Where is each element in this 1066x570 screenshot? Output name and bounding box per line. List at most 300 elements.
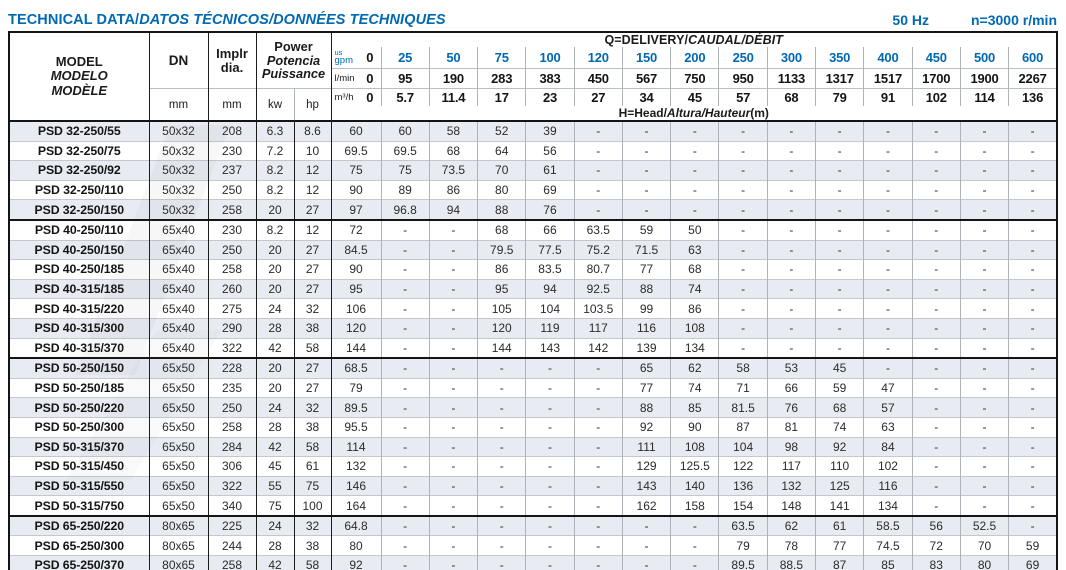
head-value-cell: - [671, 121, 719, 141]
head-value-cell: - [574, 437, 622, 457]
m3h-header-value: 34 [622, 89, 670, 107]
dn-cell: 65x40 [149, 318, 208, 338]
table-row [9, 318, 1057, 338]
head-value-cell: - [429, 496, 477, 516]
impeller-dia-cell: 290 [208, 318, 256, 338]
page-title-main: TECHNICAL DATA/ [8, 12, 140, 28]
head-value-cell: 122 [719, 457, 767, 477]
head-value-cell: 132 [767, 476, 815, 496]
kw-cell: 28 [256, 536, 294, 556]
head-value-cell: - [816, 200, 864, 220]
head-value-cell: - [671, 141, 719, 161]
head-value-cell: - [912, 338, 960, 358]
dn-cell: 65x40 [149, 240, 208, 260]
head-value-cell: - [671, 516, 719, 536]
head-value-cell: - [429, 417, 477, 437]
header-row-q-title [9, 32, 1057, 47]
kw-cell: 20 [256, 358, 294, 378]
head-value-cell: 77 [622, 260, 670, 280]
head-value-cell: 119 [526, 318, 574, 338]
table-row [9, 299, 1057, 319]
head-value-cell: 103.5 [574, 299, 622, 319]
head-value-cell: 52.5 [960, 516, 1008, 536]
lmin-header-value: 383 [526, 69, 574, 89]
head-value-cell: - [719, 299, 767, 319]
head-value-cell: - [526, 437, 574, 457]
head-value-cell: - [622, 180, 670, 200]
head-value-cell: - [381, 437, 429, 457]
hp-cell: 27 [294, 260, 331, 280]
hp-cell: 8.6 [294, 121, 331, 141]
head-value-cell: - [719, 338, 767, 358]
kw-cell: 20 [256, 279, 294, 299]
head-value-cell: - [960, 260, 1008, 280]
head-value-cell: - [574, 358, 622, 378]
hp-cell: 32 [294, 516, 331, 536]
lmin-header-value: 1317 [816, 69, 864, 89]
head-value-cell: 56 [526, 141, 574, 161]
head-value-cell: - [864, 338, 912, 358]
gpm-header-value: 500 [960, 47, 1008, 69]
head-value-cell: 108 [671, 437, 719, 457]
head-value-cell: 114 [331, 437, 381, 457]
impeller-dia-cell: 230 [208, 141, 256, 161]
head-value-cell: - [767, 161, 815, 181]
head-value-cell: - [960, 121, 1008, 141]
lmin-header-value: 450 [574, 69, 622, 89]
unit-cell-lmin [331, 69, 381, 89]
head-value-cell: 69.5 [331, 141, 381, 161]
head-value-cell: - [912, 260, 960, 280]
head-value-cell: - [429, 516, 477, 536]
head-value-cell: - [478, 358, 526, 378]
head-value-cell: 66 [767, 378, 815, 398]
model-cell: PSD 65-250/370 [9, 556, 149, 570]
head-value-cell: - [622, 516, 670, 536]
head-value-cell: - [864, 161, 912, 181]
m3h-header-value: 136 [1009, 89, 1057, 107]
head-value-cell: 86 [429, 180, 477, 200]
head-value-cell: - [429, 299, 477, 319]
hp-cell: 38 [294, 417, 331, 437]
head-value-cell: - [960, 220, 1008, 240]
dn-cell: 65x50 [149, 378, 208, 398]
impeller-dia-cell: 244 [208, 536, 256, 556]
gpm-header-value: 200 [671, 47, 719, 69]
dn-cell: 65x50 [149, 417, 208, 437]
head-value-cell: - [719, 220, 767, 240]
m3h-header-value: 11.4 [429, 89, 477, 107]
table-row [9, 417, 1057, 437]
speed-label: n=3000 r/min [971, 12, 1057, 28]
hp-cell: 27 [294, 279, 331, 299]
head-value-cell: - [912, 496, 960, 516]
lmin-header-value: 283 [478, 69, 526, 89]
model-cell: PSD 50-315/370 [9, 437, 149, 457]
top-bar [8, 4, 1058, 28]
head-value-cell: - [381, 299, 429, 319]
lmin-unit-label: l/min [334, 73, 355, 84]
head-value-cell: 134 [671, 338, 719, 358]
head-value-cell: - [381, 358, 429, 378]
head-value-cell: 162 [622, 496, 670, 516]
gpm-header-value: 150 [622, 47, 670, 69]
dn-cell: 65x50 [149, 457, 208, 477]
impeller-dia-cell: 250 [208, 180, 256, 200]
dn-cell: 80x65 [149, 516, 208, 536]
power-unit-hp: hp [294, 89, 331, 122]
head-value-cell: - [381, 556, 429, 570]
head-value-cell: - [574, 161, 622, 181]
head-value-cell: - [960, 240, 1008, 260]
header-row-m3h [9, 89, 1057, 107]
impeller-unit-mm: mm [208, 89, 256, 122]
dn-cell: 65x50 [149, 358, 208, 378]
head-value-cell: - [960, 398, 1008, 418]
model-cell: PSD 50-315/550 [9, 476, 149, 496]
head-value-cell: - [429, 358, 477, 378]
dn-cell: 65x40 [149, 279, 208, 299]
head-value-cell: 116 [622, 318, 670, 338]
head-value-cell: - [381, 220, 429, 240]
kw-cell: 24 [256, 516, 294, 536]
head-value-cell: 95.5 [331, 417, 381, 437]
head-value-cell: - [1009, 358, 1057, 378]
head-value-cell: - [864, 220, 912, 240]
head-value-cell: - [864, 318, 912, 338]
head-value-cell: 53 [767, 358, 815, 378]
model-cell: PSD 65-250/220 [9, 516, 149, 536]
model-cell: PSD 50-315/750 [9, 496, 149, 516]
head-value-cell: 105 [478, 299, 526, 319]
head-value-cell: - [864, 260, 912, 280]
head-value-cell: 45 [816, 358, 864, 378]
dn-cell: 50x32 [149, 141, 208, 161]
head-value-cell: - [864, 240, 912, 260]
head-value-cell: 63.5 [719, 516, 767, 536]
head-value-cell: - [719, 121, 767, 141]
m3h-zero-value: 0 [366, 90, 374, 105]
head-value-cell: 47 [864, 378, 912, 398]
head-value-cell: - [912, 121, 960, 141]
head-value-cell: - [1009, 516, 1057, 536]
table-row [9, 121, 1057, 141]
head-value-cell: - [1009, 180, 1057, 200]
column-header-impeller-dia: Implr dia. [208, 32, 256, 89]
hp-cell: 27 [294, 358, 331, 378]
kw-cell: 20 [256, 378, 294, 398]
head-value-cell: 125 [816, 476, 864, 496]
head-value-cell: - [719, 180, 767, 200]
kw-cell: 20 [256, 200, 294, 220]
head-value-cell: - [478, 496, 526, 516]
head-value-cell: - [381, 240, 429, 260]
head-value-cell: 141 [816, 496, 864, 516]
head-value-cell: 69 [526, 180, 574, 200]
head-value-cell: - [1009, 398, 1057, 418]
head-value-cell: - [912, 200, 960, 220]
head-value-cell: - [960, 299, 1008, 319]
head-value-cell: - [719, 279, 767, 299]
head-value-cell: 164 [331, 496, 381, 516]
head-value-cell: 92.5 [574, 279, 622, 299]
head-value-cell: 97 [331, 200, 381, 220]
hp-cell: 61 [294, 457, 331, 477]
head-value-cell: - [864, 121, 912, 141]
head-value-cell: - [960, 476, 1008, 496]
head-value-cell: - [429, 398, 477, 418]
head-value-cell: - [864, 141, 912, 161]
head-value-cell: - [960, 338, 1008, 358]
m3h-header-value: 27 [574, 89, 622, 107]
head-value-cell: 140 [671, 476, 719, 496]
head-value-cell: 68 [478, 220, 526, 240]
hp-cell: 10 [294, 141, 331, 161]
kw-cell: 7.2 [256, 141, 294, 161]
head-value-cell: - [719, 260, 767, 280]
head-value-cell: 84.5 [331, 240, 381, 260]
head-value-cell: 76 [526, 200, 574, 220]
head-value-cell: - [429, 279, 477, 299]
head-value-cell: - [960, 437, 1008, 457]
impeller-dia-cell: 258 [208, 200, 256, 220]
head-value-cell: 78 [767, 536, 815, 556]
head-value-cell: - [864, 279, 912, 299]
column-header-power: Power Potencia Puissance [256, 32, 331, 89]
model-cell: PSD 50-250/220 [9, 398, 149, 418]
head-value-cell: - [960, 358, 1008, 378]
kw-cell: 28 [256, 318, 294, 338]
table-row [9, 516, 1057, 536]
head-value-cell: - [526, 476, 574, 496]
model-cell: PSD 50-250/185 [9, 378, 149, 398]
lmin-header-value: 95 [381, 69, 429, 89]
head-value-cell: 84 [864, 437, 912, 457]
head-value-cell: 39 [526, 121, 574, 141]
table-row [9, 260, 1057, 280]
head-value-cell: - [574, 476, 622, 496]
head-value-cell: - [864, 358, 912, 378]
impeller-dia-cell: 228 [208, 358, 256, 378]
hp-cell: 32 [294, 299, 331, 319]
head-value-cell: 69.5 [381, 141, 429, 161]
head-value-cell: 154 [719, 496, 767, 516]
head-value-cell: 110 [816, 457, 864, 477]
kw-cell: 8.2 [256, 161, 294, 181]
model-cell: PSD 40-250/150 [9, 240, 149, 260]
kw-cell: 75 [256, 496, 294, 516]
head-value-cell: - [671, 536, 719, 556]
head-value-cell: 92 [622, 417, 670, 437]
operating-conditions [892, 12, 1058, 28]
head-value-cell: - [719, 318, 767, 338]
head-value-cell: - [1009, 299, 1057, 319]
head-value-cell: 111 [622, 437, 670, 457]
head-value-cell: - [816, 141, 864, 161]
dn-cell: 65x50 [149, 398, 208, 418]
head-value-cell: - [719, 141, 767, 161]
model-cell: PSD 32-250/55 [9, 121, 149, 141]
head-value-cell: - [381, 516, 429, 536]
head-value-cell: 69 [1009, 556, 1057, 570]
head-value-cell: 56 [912, 516, 960, 536]
head-value-cell: - [381, 457, 429, 477]
head-value-cell: - [816, 121, 864, 141]
model-cell: PSD 32-250/92 [9, 161, 149, 181]
power-unit-kw: kw [256, 89, 294, 122]
kw-cell: 42 [256, 556, 294, 570]
hp-cell: 27 [294, 378, 331, 398]
head-value-cell: 62 [671, 358, 719, 378]
head-value-cell: - [478, 378, 526, 398]
head-value-cell: - [960, 279, 1008, 299]
m3h-header-value: 45 [671, 89, 719, 107]
head-value-cell: - [429, 536, 477, 556]
head-value-cell: 75.2 [574, 240, 622, 260]
impeller-dia-cell: 258 [208, 260, 256, 280]
head-value-cell: - [1009, 437, 1057, 457]
hp-cell: 58 [294, 437, 331, 457]
head-value-cell: 134 [864, 496, 912, 516]
head-value-cell: - [574, 556, 622, 570]
m3h-header-value: 68 [767, 89, 815, 107]
head-value-cell: - [912, 279, 960, 299]
table-row [9, 200, 1057, 220]
head-value-cell: - [478, 457, 526, 477]
head-value-cell: - [526, 457, 574, 477]
impeller-dia-cell: 340 [208, 496, 256, 516]
table-header [9, 32, 1057, 121]
head-value-cell: - [671, 180, 719, 200]
head-value-cell: - [912, 299, 960, 319]
head-value-cell: 89.5 [331, 398, 381, 418]
head-value-cell: 146 [331, 476, 381, 496]
head-value-cell: 104 [719, 437, 767, 457]
head-value-cell: - [622, 556, 670, 570]
head-value-cell: - [381, 536, 429, 556]
model-cell: PSD 50-250/150 [9, 358, 149, 378]
lmin-header-value: 1133 [767, 69, 815, 89]
head-value-cell: - [767, 121, 815, 141]
head-value-cell: 79 [719, 536, 767, 556]
head-value-cell: 142 [574, 338, 622, 358]
head-value-cell: 68 [429, 141, 477, 161]
head-value-cell: - [381, 417, 429, 437]
head-value-cell: - [429, 476, 477, 496]
head-value-cell: 90 [331, 180, 381, 200]
head-value-cell: - [381, 476, 429, 496]
head-value-cell: - [912, 180, 960, 200]
head-value-cell: 129 [622, 457, 670, 477]
us-gpm-unit-label: us gpm [334, 48, 353, 66]
page-title-translations: DATOS TÉCNICOS/DONNÉES TECHNIQUES [139, 12, 446, 28]
head-value-cell: 61 [816, 516, 864, 536]
model-cell: PSD 40-315/370 [9, 338, 149, 358]
m3h-header-value: 114 [960, 89, 1008, 107]
head-value-cell: 74 [816, 417, 864, 437]
head-value-cell: - [1009, 279, 1057, 299]
head-value-cell: - [381, 496, 429, 516]
head-value-cell: - [429, 457, 477, 477]
head-value-cell: - [526, 378, 574, 398]
hp-cell: 38 [294, 318, 331, 338]
kw-cell: 24 [256, 398, 294, 418]
head-value-cell: - [912, 161, 960, 181]
head-value-cell: 90 [671, 417, 719, 437]
page-title [8, 12, 446, 28]
head-value-cell: 83.5 [526, 260, 574, 280]
dn-cell: 50x32 [149, 121, 208, 141]
head-value-cell: 57 [864, 398, 912, 418]
impeller-dia-cell: 322 [208, 476, 256, 496]
dn-cell: 50x32 [149, 180, 208, 200]
head-value-cell: - [864, 180, 912, 200]
lmin-header-value: 1700 [912, 69, 960, 89]
table-row [9, 240, 1057, 260]
head-value-cell: 139 [622, 338, 670, 358]
head-value-cell: - [671, 200, 719, 220]
hp-cell: 27 [294, 240, 331, 260]
head-value-cell: - [816, 161, 864, 181]
head-value-cell: 58.5 [864, 516, 912, 536]
head-value-cell: 104 [526, 299, 574, 319]
head-value-cell: 92 [816, 437, 864, 457]
head-value-cell: - [1009, 220, 1057, 240]
head-value-cell: - [719, 240, 767, 260]
impeller-dia-cell: 208 [208, 121, 256, 141]
gpm-header-value: 50 [429, 47, 477, 69]
head-value-cell: 90 [331, 260, 381, 280]
head-value-cell: - [912, 378, 960, 398]
head-value-cell: - [912, 417, 960, 437]
head-value-cell: - [526, 556, 574, 570]
head-value-cell: 144 [331, 338, 381, 358]
impeller-dia-cell: 250 [208, 398, 256, 418]
lmin-header-value: 750 [671, 69, 719, 89]
model-cell: PSD 40-250/185 [9, 260, 149, 280]
m3h-header-value: 17 [478, 89, 526, 107]
head-value-cell: 143 [622, 476, 670, 496]
head-value-cell: 158 [671, 496, 719, 516]
m3h-header-value: 5.7 [381, 89, 429, 107]
head-value-cell: - [816, 240, 864, 260]
table-row [9, 476, 1057, 496]
head-value-cell: - [719, 200, 767, 220]
dn-cell: 80x65 [149, 556, 208, 570]
head-value-cell: 117 [767, 457, 815, 477]
head-value-cell: 60 [381, 121, 429, 141]
kw-cell: 8.2 [256, 220, 294, 240]
kw-cell: 42 [256, 437, 294, 457]
head-value-cell: 96.8 [381, 200, 429, 220]
lmin-header-value: 1900 [960, 69, 1008, 89]
head-value-cell: - [526, 358, 574, 378]
model-cell: PSD 32-250/150 [9, 200, 149, 220]
head-value-cell: - [960, 180, 1008, 200]
impeller-dia-cell: 258 [208, 417, 256, 437]
head-value-cell: - [429, 338, 477, 358]
head-value-cell: 61 [526, 161, 574, 181]
head-value-cell: - [381, 279, 429, 299]
kw-cell: 45 [256, 457, 294, 477]
dn-cell: 65x50 [149, 476, 208, 496]
head-value-cell: 77 [622, 378, 670, 398]
dn-unit-mm: mm [149, 89, 208, 122]
head-value-cell: - [478, 437, 526, 457]
impeller-dia-cell: 237 [208, 161, 256, 181]
head-value-cell: 79 [331, 378, 381, 398]
dn-cell: 80x65 [149, 536, 208, 556]
